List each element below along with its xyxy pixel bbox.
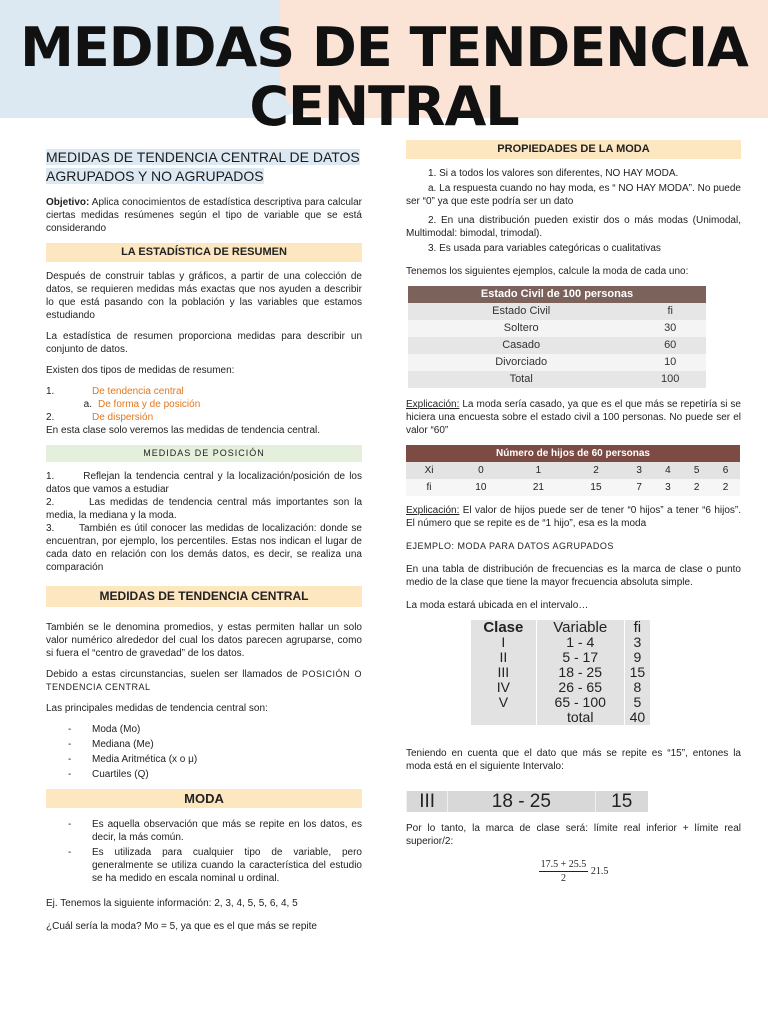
measures-list	[68, 723, 362, 781]
explanation-2: Explicación: El valor de hijos puede ser de tener “0 hijos” a tener “6 hijos”. El número que se repite es de “1 hijo”, esa es la moda	[406, 505, 741, 529]
formula	[406, 858, 741, 885]
explanation-1: Explicación: La moda sería casado, ya que es el que más se repetiría si se hiciera una encuesta sobre el estado civil a 100 personas. No puede ser el valor “60”	[406, 399, 741, 436]
list-item: 1. Reflejan la tendencia central y la localización/posición de los datos que vamos a estudiar	[46, 471, 362, 495]
list-note: En esta clase solo veremos las medidas de tendencia central.	[46, 425, 321, 436]
page-title: MEDIDAS DE TENDENCIA CENTRAL	[20, 16, 748, 139]
table-modal-interval	[406, 791, 648, 812]
paragraph-principales: Las principales medidas de tendencia central son:	[46, 703, 268, 714]
table-clases	[470, 620, 650, 725]
left-column	[46, 148, 362, 941]
paragraph-resumen-1: Después de construir tablas y gráficos, a partir de una colección de datos, se requieren medidas más exactas que nos ayuden a describir lo que está pasando con la población y las variables que estamos estudiando	[46, 271, 362, 321]
table-hijos	[406, 445, 740, 496]
example-text: Ej. Tenemos la siguiente información: 2, 3, 4, 5, 5, 6, 4, 5	[46, 898, 298, 909]
paragraph-interval: La moda estará ubicada en el intervalo…	[406, 600, 589, 611]
list-item: 2. Las medidas de tendencia central más importantes son la media, la mediana y la moda.	[46, 497, 363, 521]
table-header-row: Clase Variable fi	[471, 620, 651, 635]
property-3: 3. Es usada para variables categóricas o cualitativas	[428, 243, 661, 254]
table-row: Casado 60	[408, 337, 706, 354]
banner-resumen: LA ESTADÍSTICA DE RESUMEN	[46, 243, 362, 262]
banner-posicion: MEDIDAS DE POSICIÓN	[46, 445, 362, 462]
paragraph-given: Teniendo en cuenta que el dato que más se repite es “15”, entones la moda está en el siguiente Intervalo:	[406, 748, 741, 772]
table-row: II 5 - 17 9	[471, 650, 651, 665]
table-row: Divorciado 10	[408, 354, 706, 371]
list-item: 1. De tendencia central	[46, 386, 184, 397]
fraction: $\frac{17.5 + 25.5}{2}$	[540, 859, 587, 884]
property-2: 2. En una distribución pueden existir dos o más modas (Unimodal, Multimodal: bimodal, trimodal).	[406, 215, 741, 239]
right-column	[406, 140, 741, 885]
table-row: I 1 - 4 3	[471, 635, 651, 650]
list-item: - Mediana (Me)	[68, 739, 154, 750]
list-item: - Cuartiles (Q)	[68, 769, 149, 780]
formula-result: 21.5	[590, 865, 609, 877]
table-row: III 18 - 25 15	[471, 665, 651, 680]
table-row-xi: Xi 0 1 2 3 4 5 6	[406, 462, 740, 479]
position-list	[46, 470, 362, 574]
table-row-fi: fi 10 21 15 7 3 2 2	[406, 479, 740, 496]
paragraph-resumen-2: La estadística de resumen proporciona medidas para describir un conjunto de datos.	[46, 331, 362, 355]
list-item: a. De forma y de posición	[83, 399, 201, 410]
table-title: Número de hijos de 60 personas	[406, 445, 740, 462]
table-row: Total 100	[408, 371, 706, 388]
example-grouped-title: EJEMPLO: MODA PARA DATOS AGRUPADOS	[406, 541, 614, 551]
table-row: IV 26 - 65 8	[471, 680, 651, 695]
list-item: 3. También es útil conocer las medidas de localización: donde se encuentran, por ejemplo, los percentiles. Estas nos indican el lugar de cada dato en relación con los demás datos, es decir, se realiza una comparación	[46, 523, 362, 573]
paragraph-posicion: Debido a estas circunstancias, suelen ser llamados de POSICIÓN O TENDENCIA CENTRAL	[46, 669, 362, 692]
list-item: 2. De dispersión	[46, 412, 154, 423]
list-item: - Moda (Mo)	[68, 724, 141, 735]
paragraph-promedios: También se le denomina promedios, y estas permiten hallar un solo valor numérico alrededor del cual los datos parecen agruparse, como si fuera el “centro de gravedad” de los datos.	[46, 622, 362, 659]
banner-tendencia-central: MEDIDAS DE TENDENCIA CENTRAL	[46, 586, 362, 607]
table-estado-civil	[408, 286, 706, 388]
section-heading: MEDIDAS DE TENDENCIA CENTRAL DE DATOS AGRUPADOS Y NO AGRUPADOS	[46, 149, 360, 184]
table-title: Estado Civil de 100 personas	[408, 286, 706, 303]
table-row: III 18 - 25 15	[407, 791, 649, 812]
paragraph-mark: Por lo tanto, la marca de clase será: límite real inferior + límite real superior/2:	[406, 823, 741, 847]
list-item: - Media Aritmética (x o μ)	[68, 754, 198, 765]
paragraph-grouped: En una tabla de distribución de frecuencias es la marca de clase o punto medio de la clase que tiene la mayor frecuencia absoluta simple.	[406, 564, 741, 588]
property-1: 1. Si a todos los valores son diferentes, NO HAY MODA.	[428, 168, 679, 179]
table-row: total 40	[471, 710, 651, 725]
property-1a: a. La respuesta cuando no hay moda, es “ NO HAY MODA”. No puede ser “0” ya que este podría ser un dato	[406, 183, 741, 207]
list-item: - Es utilizada para cualquier tipo de variable, pero generalmente se utiliza cuando la característica del estudio se ha medido en escala nominal u ordinal.	[68, 847, 362, 884]
paragraph-resumen-3: Existen dos tipos de medidas de resumen:	[46, 365, 235, 376]
question-text: ¿Cuál sería la moda? Mo = 5, ya que es el que más se repite	[46, 921, 317, 932]
examples-intro: Tenemos los siguientes ejemplos, calcule la moda de cada uno:	[406, 266, 689, 277]
table-row: V 65 - 100 5	[471, 695, 651, 710]
list-item: - Es aquella observación que más se repite en los datos, es decir, la más común.	[68, 819, 362, 843]
banner-moda: MODA	[46, 789, 362, 808]
moda-list	[68, 818, 362, 885]
table-row: Soltero 30	[408, 320, 706, 337]
objective-paragraph: Objetivo: Aplica conocimientos de estadística descriptiva para calcular ciertas medidas resúmenes según el tipo de variable que se está considerando	[46, 197, 362, 234]
table-header-row: Estado Civil fi	[408, 303, 706, 320]
banner-propiedades: PROPIEDADES DE LA MODA	[406, 140, 741, 159]
types-list	[46, 385, 362, 437]
